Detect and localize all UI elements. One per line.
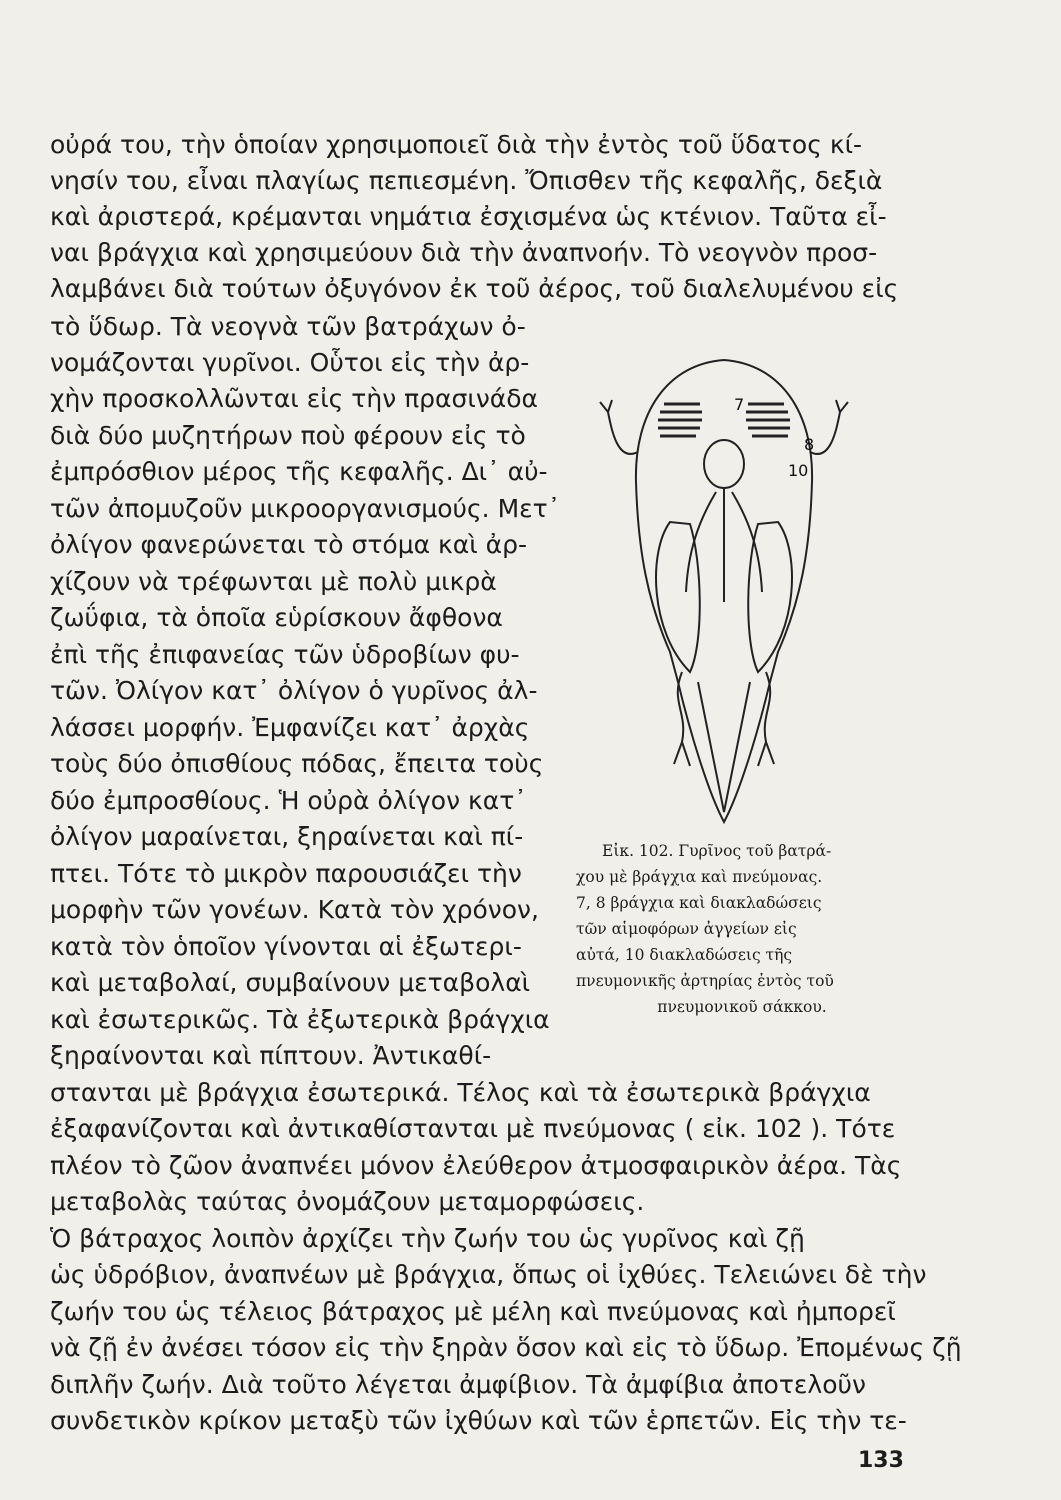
page-number: 133 <box>858 1448 904 1473</box>
text-line: ἐμπρόσθιον μέρος τῆς κεφαλῆς. Δι᾿ αὐ- <box>50 457 548 486</box>
tadpole-figure <box>578 352 870 830</box>
text-line: ζωήν του ὡς τέλειος βάτραχος μὲ μέλη καὶ πνεύμονας καὶ ἠμπορεῖ <box>50 1297 896 1326</box>
text-line: ναι βράγχια καὶ χρησιμεύουν διὰ τὴν ἀναπνοήν. Τὸ νεογνὸν προσ- <box>50 238 878 267</box>
text-line: πλέον τὸ ζῶον ἀναπνέει μόνον ἐλεύθερον ἀτμοσφαιρικὸν ἀέρα. Τὰς <box>50 1151 902 1180</box>
text-line: λάσσει μορφήν. Ἐμφανίζει κατ᾿ ἀρχὰς <box>50 713 530 742</box>
text-line: καὶ ἐσωτερικῶς. Τὰ ἐξωτερικὰ βράγχια <box>50 1005 550 1034</box>
caption-line: αὐτά, 10 διακλαδώσεις τῆς <box>576 946 793 964</box>
label-7: 7 <box>734 395 745 414</box>
text-line: ὀλίγον μαραίνεται, ξηραίνεται καὶ πί- <box>50 822 524 851</box>
text-line: πτει. Τότε τὸ μικρὸν παρουσιάζει τὴν <box>50 859 522 888</box>
text-line: καὶ μεταβολαί, συμβαίνουν μεταβολαὶ <box>50 968 531 997</box>
text-line: τοὺς δύο ὀπισθίους πόδας, ἔπειτα τοὺς <box>50 749 544 778</box>
text-line: Ὁ βάτραχος λοιπὸν ἀρχίζει τὴν ζωήν του ὡς γυρῖνος καὶ ζῇ <box>50 1224 805 1253</box>
text-line: ὀλίγον φανερώνεται τὸ στόμα καὶ ἀρ- <box>50 530 528 559</box>
text-line: ἐξαφανίζονται καὶ ἀντικαθίστανται μὲ πνεύμονας ( εἰκ. 102 ). Τότε <box>50 1114 896 1143</box>
figure-caption <box>576 838 908 1020</box>
text-line: τῶν. Ὀλίγον κατ᾿ ὀλίγον ὁ γυρῖνος ἀλ- <box>50 676 538 705</box>
text-line: οὐρά του, τὴν ὁποίαν χρησιμοποιεῖ διὰ τὴν ἐντὸς τοῦ ὕδατος κί- <box>50 130 863 159</box>
caption-line: πνευμονικῆς ἀρτηρίας ἐντὸς τοῦ <box>576 972 834 990</box>
text-line: ὡς ὑδρόβιον, ἀναπνέων μὲ βράγχια, ὅπως οἱ ἰχθύες. Τελειώνει δὲ τὴν <box>50 1260 927 1289</box>
text-line: χὴν προσκολλῶνται εἰς τὴν πρασινάδα <box>50 384 539 413</box>
text-line: διπλῆν ζωήν. Διὰ τοῦτο λέγεται ἀμφίβιον. Τὰ ἀμφίβια ἀποτελοῦν <box>50 1370 866 1399</box>
text-line: διὰ δύο μυζητήρων ποὺ φέρουν εἰς τὸ <box>50 421 526 450</box>
caption-line: τῶν αἱμοφόρων ἀγγείων εἰς <box>576 920 797 938</box>
text-line: τῶν ἀπομυζοῦν μικροοργανισμούς. Μετ᾿ <box>50 494 561 523</box>
text-line: νησίν του, εἶναι πλαγίως πεπιεσμένη. Ὄπισθεν τῆς κεφαλῆς, δεξιὰ <box>50 166 883 195</box>
text-line: ξηραίνονται καὶ πίπτουν. Ἀντικαθί- <box>50 1041 492 1070</box>
text-line: μορφὴν τῶν γονέων. Κατὰ τὸν χρόνον, <box>50 895 539 924</box>
caption-line: 7, 8 βράγχια καὶ διακλαδώσεις <box>576 894 822 912</box>
caption-line: πνευμονικοῦ σάκκου. <box>657 998 827 1016</box>
text-line: ἐπὶ τῆς ἐπιφανείας τῶν ὑδροβίων φυ- <box>50 640 520 669</box>
text-line: νομάζονται γυρῖνοι. Οὗτοι εἰς τὴν ἀρ- <box>50 348 530 377</box>
caption-line: Εἰκ. 102. Γυρῖνος τοῦ βατρά- <box>602 842 832 860</box>
text-line: μεταβολὰς ταύτας ὀνομάζουν μεταμορφώσεις. <box>50 1187 645 1216</box>
text-line: συνδετικὸν κρίκον μεταξὺ τῶν ἰχθύων καὶ τῶν ἑρπετῶν. Εἰς τὴν τε- <box>50 1406 907 1435</box>
label-10: 10 <box>788 461 809 480</box>
text-line: κατὰ τὸν ὁποῖον γίνονται αἱ ἐξωτερι- <box>50 932 522 961</box>
text-line: λαμβάνει διὰ τούτων ὀξυγόνον ἐκ τοῦ ἀέρος, τοῦ διαλελυμένου εἰς <box>50 274 899 303</box>
text-line: δύο ἐμπροσθίους. Ἡ οὐρὰ ὀλίγον κατ᾿ <box>50 786 527 815</box>
caption-line: χου μὲ βράγχια καὶ πνεύμονας. <box>576 868 823 886</box>
text-line: τὸ ὕδωρ. Τὰ νεογνὰ τῶν βατράχων ὀ- <box>50 312 526 341</box>
text-line: καὶ ἀριστερά, κρέμανται νημάτια ἐσχισμένα ὡς κτένιον. Ταῦτα εἶ- <box>50 202 887 231</box>
text-line: χίζουν νὰ τρέφωνται μὲ πολὺ μικρὰ <box>50 567 497 596</box>
text-line: νὰ ζῇ ἐν ἀνέσει τόσον εἰς τὴν ξηρὰν ὅσον καὶ εἰς τὸ ὕδωρ. Ἐπομένως ζῇ <box>50 1333 962 1362</box>
label-8: 8 <box>804 435 815 454</box>
text-line: ζωΰφια, τὰ ὁποῖα εὑρίσκουν ἄφθονα <box>50 603 503 632</box>
text-line: στανται μὲ βράγχια ἐσωτερικά. Τέλος καὶ τὰ ἐσωτερικὰ βράγχια <box>50 1078 871 1107</box>
